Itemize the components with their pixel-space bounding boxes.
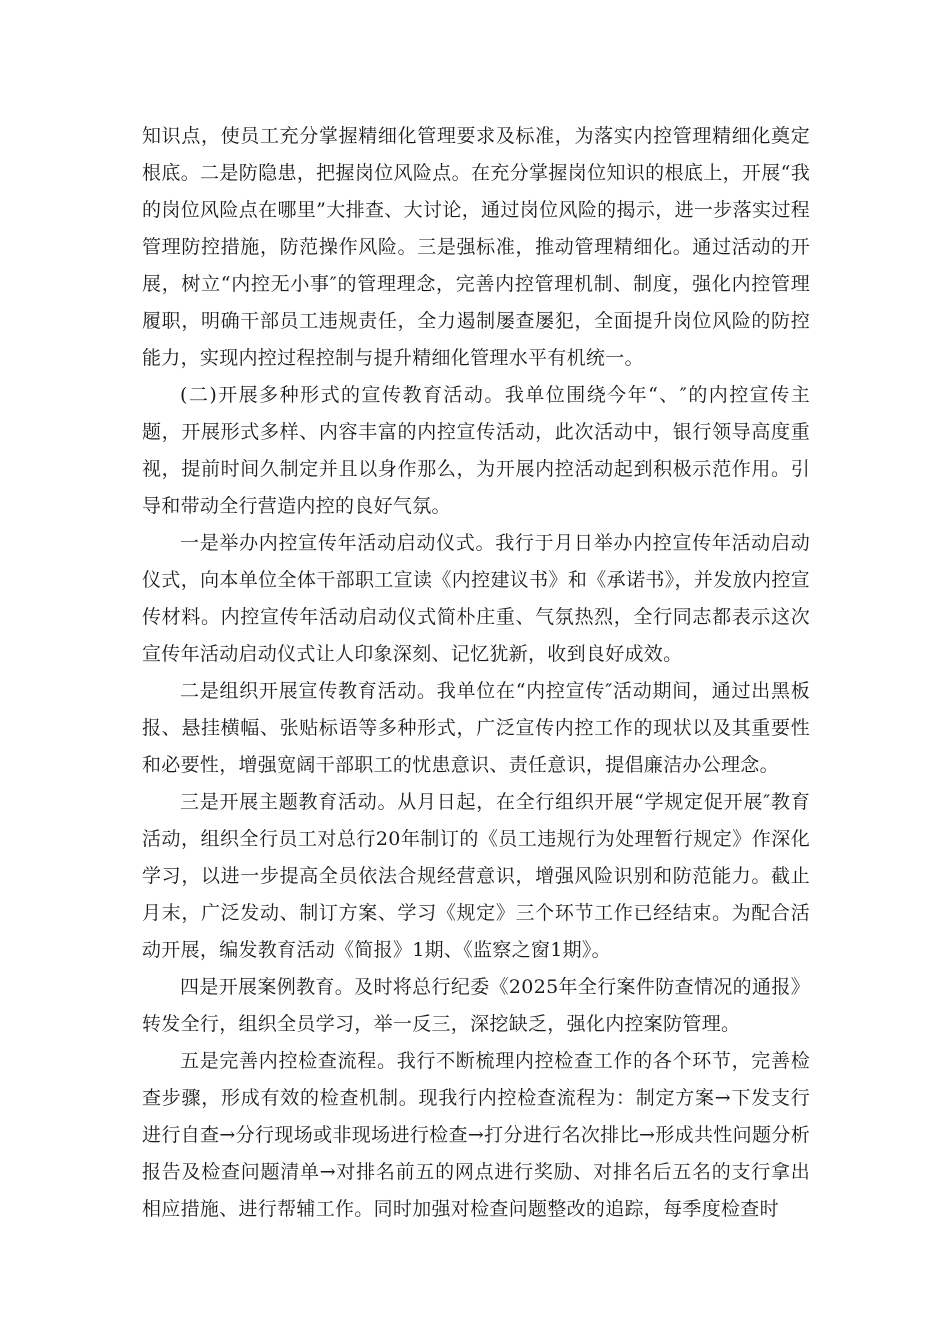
document-body [142,118,810,1228]
paragraph-publicity-activities: 二是组织开展宣传教育活动。我单位在“内控宣传″活动期间，通过出黑板报、悬挂横幅、张贴标语等多种形式，广泛宣传内控工作的现状以及其重要性和必要性，增强宽阔干部职工的忧患意识、责任意识，提倡廉洁办公理念。 [142,680,810,776]
paragraph-publicity-education: (二)开展多种形式的宣传教育活动。我单位围绕今年“、″的内控宣传主题，开展形式多样、内容丰富的内控宣传活动，此次活动中，银行领导高度重视，提前时间久制定并且以身作那么，为开展内控活动起到积极示范作用。引导和带动全行营造内控的良好气氛。 [142,384,810,517]
paragraph-case-education: 四是开展案例教育。及时将总行纪委《2025年全行案件防查情况的通报》转发全行，组织全员学习，举一反三，深挖缺乏，强化内控案防管理。 [142,976,810,1035]
paragraph-launch-ceremony: 一是举办内控宣传年活动启动仪式。我行于月日举办内控宣传年活动启动仪式，向本单位全体干部职工宣读《内控建议书》和《承诺书》，并发放内控宣传材料。内控宣传年活动启动仪式简朴庄重、气氛热烈，全行同志都表示这次宣传年活动启动仪式让人印象深刻、记忆犹新，收到良好成效。 [142,532,810,665]
paragraph-theme-education: 三是开展主题教育活动。从月日起，在全行组织开展“学规定促开展″教育活动，组织全行员工对总行20年制订的《员工违规行为处理暂行规定》作深化学习，以进一步提高全员依法合规经营意识，增强风险识别和防范能力。截止月末，广泛发动、制订方案、学习《规定》三个环节工作已经结束。为配合活动开展，编发教育活动《简报》1期、《监察之窗1期》。 [142,791,810,961]
paragraph-continued: 知识点，使员工充分掌握精细化管理要求及标准，为落实内控管理精细化奠定根底。二是防隐患，把握岗位风险点。在充分掌握岗位知识的根底上，开展“我的岗位风险点在哪里”大排查、大讨论，通过岗位风险的揭示，进一步落实过程管理防控措施，防范操作风险。三是强标准，推动管理精细化。通过活动的开展，树立“内控无小事″的管理理念，完善内控管理机制、制度，强化内控管理履职，明确干部员工违规责任，全力遏制屡查屡犯，全面提升岗位风险的防控能力，实现内控过程控制与提升精细化管理水平有机统一。 [142,125,810,369]
paragraph-inspection-process: 五是完善内控检查流程。我行不断梳理内控检查工作的各个环节，完善检查步骤，形成有效的检查机制。现我行内控检查流程为：制定方案→下发支行进行自查→分行现场或非现场进行检查→打分进行名次排比→形成共性问题分析报告及检查问题清单→对排名前五的网点进行奖励、对排名后五名的支行拿出相应措施、进行帮辅工作。同时加强对检查问题整改的追踪，每季度检查时 [142,1050,810,1220]
